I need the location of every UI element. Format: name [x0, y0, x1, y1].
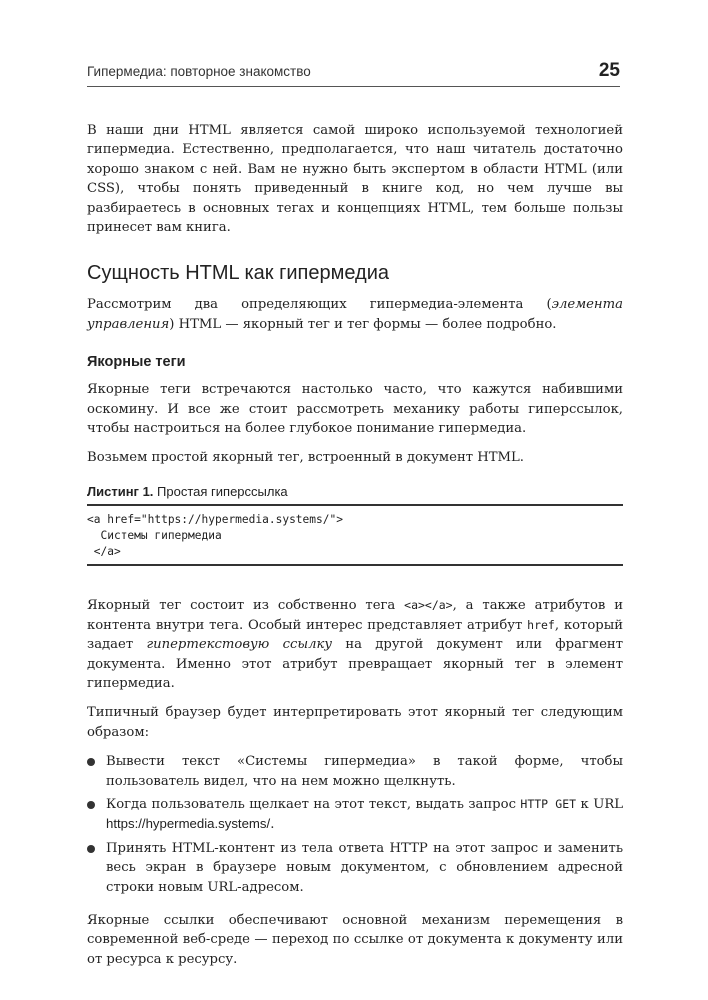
- listing-code: <a href="https://hypermedia.systems/"> Системы гипермедиа </a>: [87, 510, 623, 566]
- listing-label: Листинг 1.: [87, 483, 154, 499]
- bullet-icon: [87, 801, 95, 809]
- example-intro-paragraph: Возьмем простой якорный тег, встроенный в документ HTML.: [87, 450, 525, 466]
- running-title: Гипермедиа: повторное знакомство: [87, 64, 311, 79]
- bullet-list: [87, 752, 623, 897]
- section-heading: Сущность HTML как гипермедиа: [87, 262, 390, 285]
- page-number: 25: [598, 60, 620, 81]
- page-content: [87, 121, 623, 979]
- list-item: Вывести текст «Системы гипермедиа» в такой форме, чтобы пользователь видел, что на нем можно щелкнуть.: [87, 752, 623, 791]
- inline-code: <a></a>: [404, 598, 453, 613]
- emphasis-text: элемента управления: [87, 297, 623, 332]
- anchor-tags-paragraph: Якорные теги встречаются настолько часто, что кажутся набившими оскомину. И все же стоит рассмотреть механику работы гиперссылок, чтобы настроиться на более глубокое понимание гипермедиа.: [87, 382, 623, 437]
- intro-paragraph: В наши дни HTML является самой широко используемой технологией гипермедиа. Естественно, предполагается, что наш читатель достаточно хорошо знаком с ней. Вам не нужно быть экспертом в области HTML (или CSS), чтобы понять приведенный в книге код, но чем лучше вы разбираетесь в основных тегах и концепциях HTML, тем больше пользы принесет вам книга.: [87, 123, 623, 236]
- browser-intro-paragraph: Типичный браузер будет интерпретировать этот якорный тег следующим образом:: [87, 705, 623, 740]
- bullet-icon: [87, 845, 95, 853]
- anchor-explanation-paragraph: Якорный тег состоит из собственно тега <a></a>, а также атрибутов и контента внутри тега. Особый интерес представляет атрибут href, который задает гипертекстовую ссылку на другой документ или фрагмент документа. Именно этот атрибут превращает якорный тег в элемент гипермедиа.: [87, 598, 623, 691]
- header-rule: [87, 86, 620, 87]
- section-paragraph: Рассмотрим два определяющих гипермедиа-элемента (элемента управления) HTML — якорный тег и тег формы — более подробно.: [87, 297, 623, 332]
- inline-code: HTTP GET: [520, 796, 577, 811]
- list-item: Когда пользователь щелкает на этот текст, выдать запрос HTTP GET к URL https://hypermedia.systems/.: [87, 795, 623, 835]
- bullet-icon: [87, 758, 95, 766]
- list-item: Принять HTML-контент из тела ответа HTTP на этот запрос и заменить весь экран в браузере новым документом, с обновлением адресной строки новым URL-адресом.: [87, 839, 623, 897]
- listing-caption: [87, 482, 623, 506]
- url-text: https://hypermedia.systems/: [106, 816, 271, 832]
- listing-title: Простая гиперссылка: [153, 483, 288, 499]
- emphasis-text: гипертекстовую ссылку: [146, 637, 333, 653]
- inline-code: href: [527, 617, 555, 632]
- subsection-heading: Якорные теги: [87, 354, 186, 371]
- closing-paragraph: Якорные ссылки обеспечивают основной механизм перемещения в современной веб-среде — переход по ссылке от документа к документу или от ресурса к ресурсу.: [87, 912, 623, 967]
